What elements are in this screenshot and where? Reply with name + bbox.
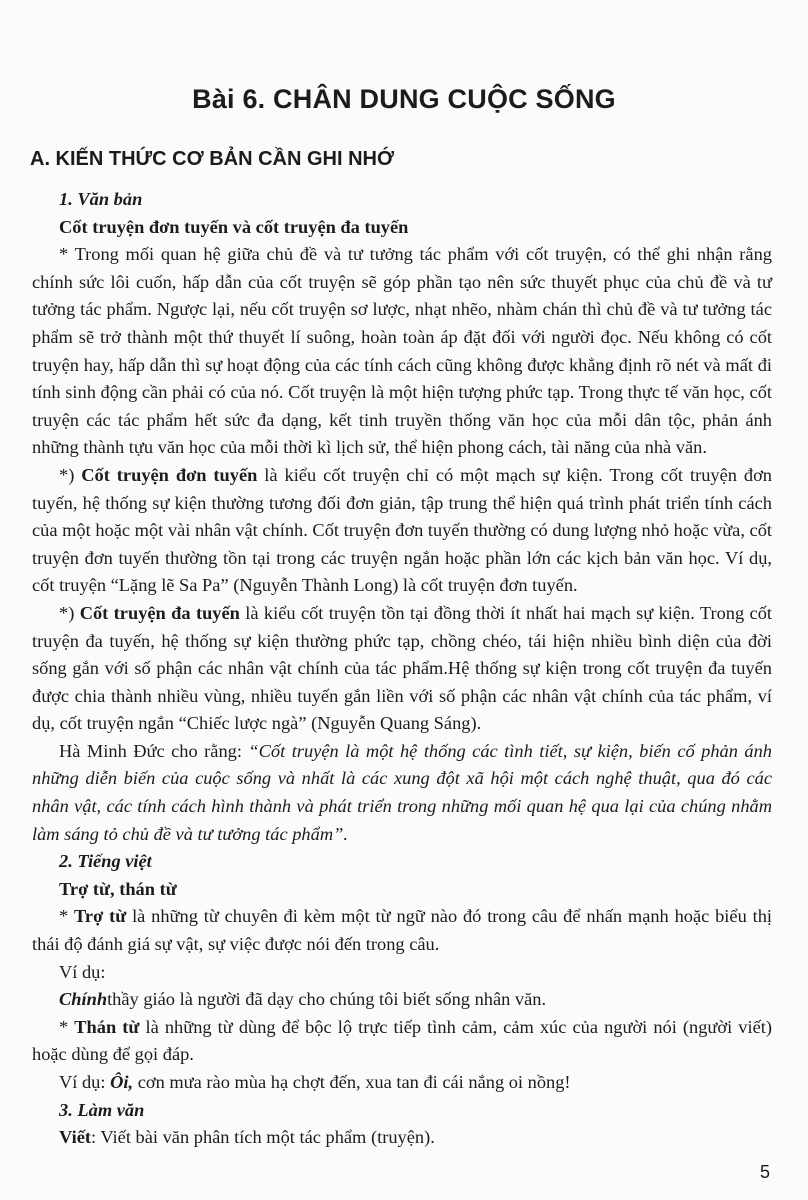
- term-don-tuyen: Cốt truyện đơn tuyến: [81, 464, 258, 485]
- definition-text: là kiểu cốt truyện chỉ có một mạch sự kiện. Trong cốt truyện đơn tuyến, hệ thống sự kiện thường tương đối đơn giản, tập trung thể hiện quá trình phát triển tính cách của một hoặc một vài nhân vật chính. Cốt truyện đơn tuyến thường có dung lượng nhỏ hoặc vừa, cốt truyện đơn tuyến thường tồn tại trong các truyện ngắn hoặc phần lớn các kịch bản văn học. Ví dụ, cốt truyện “Lặng lẽ Sa Pa” (Nguyễn Thành Long) là cốt truyện đơn tuyến.: [32, 464, 773, 596]
- bullet-marker: *: [59, 906, 75, 927]
- topic-heading-cot-truyen: Cốt truyện đơn tuyến và cốt truyện đa tuyến: [59, 216, 409, 237]
- example-text: cơn mưa rào mùa hạ chợt đến, xua tan đi cái nắng oi nồng!: [133, 1072, 571, 1092]
- bullet-marker: *: [59, 1016, 75, 1037]
- chapter-title: Bài 6. CHÂN DUNG CUỘC SỐNG: [192, 84, 616, 114]
- term-than-tu: Thán từ: [74, 1016, 140, 1037]
- subsection-heading-tieng-viet: 2. Tiếng việt: [59, 851, 152, 872]
- example-than-tu: [32, 1069, 772, 1097]
- quote-lead: Hà Minh Đức cho rằng:: [59, 740, 249, 761]
- example-tro-tu: [32, 986, 772, 1014]
- term-tro-tu: Trợ từ: [74, 906, 127, 927]
- paragraph-than-tu: [32, 1014, 772, 1069]
- writing-task: [32, 1124, 772, 1152]
- paragraph-cot-truyen-intro: * Trong mối quan hệ giữa chủ đề và tư tưởng tác phẩm với cốt truyện, có thể ghi nhận rằng chính sức lôi cuốn, hấp dẫn của cốt truyện sẽ góp phần tạo nên sức thuyết phục của chủ đề và tư tưởng tác phẩm. Ngược lại, nếu cốt truyện sơ lược, nhạt nhẽo, nhàm chán thì chủ đề và tư tưởng tác phẩm sẽ trở thành một thứ thuyết lí suông, hoàn toàn áp đặt đối với người đọc. Nếu không có cốt truyện hay, hấp dẫn thì sự hoạt động của các tính cách cũng không được khẳng định rõ nét và mất đi tính sinh động cần phải có của nó. Cốt truyện là một hiện tượng phức tạp. Trong thực tế văn học, cốt truyện các tác phẩm hết sức đa dạng, kết tinh truyền thống văn học của mỗi dân tộc, phản ánh những thành tựu văn học của mỗi thời kì lịch sử, thể hiện phong cách, tài năng của nhà văn.: [32, 244, 772, 458]
- bullet-marker: *): [59, 464, 82, 485]
- definition-text: là những từ chuyên đi kèm một từ ngữ nào đó trong câu để nhấn mạnh hoặc biểu thị thái độ đánh giá sự vật, sự việc được nói đến trong câu.: [32, 906, 772, 955]
- example-label-inline: Ví dụ:: [59, 1072, 111, 1092]
- topic-heading-tro-tu: Trợ từ, thán từ: [59, 878, 177, 899]
- page-content: [32, 186, 772, 1152]
- section-heading: A. KIẾN THỨC CƠ BẢN CẦN GHI NHỚ: [30, 148, 395, 170]
- subsection-heading-van-ban: 1. Văn bản: [59, 189, 143, 209]
- example-text: thầy giáo là người đã dạy cho chúng tôi biết sống nhân văn.: [107, 989, 547, 1010]
- page-number: 5: [759, 1162, 770, 1182]
- definition-text: là kiểu cốt truyện tồn tại đồng thời ít nhất hai mạch sự kiện. Trong cốt truyện đa tuyến, hệ thống sự kiện thường phức tạp, chồng chéo, tái hiện nhiều bình diện của đời sống gắn với số phận các nhân vật chính của tác phẩm.Hệ thống sự kiện trong cốt truyện đa tuyến được chia thành nhiều vùng, nhiều tuyến gắn liền với số phận các nhân vật chính của tác phẩm, ví dụ, cốt truyện ngắn “Chiếc lược ngà” (Nguyễn Quang Sáng).: [32, 602, 773, 734]
- subsection-heading-lam-van: 3. Làm văn: [59, 1099, 145, 1120]
- paragraph-tro-tu: [32, 903, 772, 958]
- example-label: Ví dụ:: [59, 961, 106, 982]
- example-word: Ôi,: [110, 1072, 134, 1092]
- quote-text: “Cốt truyện là một hệ thống các tình tiết, sự kiện, biến cố phản ánh những diễn biến của cuộc sống và nhất là các xung đột xã hội một cách nghệ thuật, qua đó các nhân vật, các tính cách hình thành và phát triển trong những mối quan hệ qua lại của chúng nhằm làm sáng tỏ chủ đề và tư tưởng tác phẩm”.: [32, 740, 772, 844]
- term-viet: Viết: [59, 1127, 91, 1148]
- task-text: : Viết bài văn phân tích một tác phẩm (truyện).: [91, 1127, 435, 1148]
- paragraph-da-tuyen: [32, 600, 772, 738]
- example-word: Chính: [59, 989, 108, 1010]
- bullet-marker: *): [59, 602, 80, 623]
- term-da-tuyen: Cốt truyện đa tuyến: [79, 602, 240, 623]
- definition-text: là những từ dùng để bộc lộ trực tiếp tình cảm, cảm xúc của người nói (người viết) hoặc dùng để gọi đáp.: [32, 1016, 773, 1065]
- paragraph-quote: [32, 738, 772, 848]
- paragraph-don-tuyen: [32, 462, 772, 600]
